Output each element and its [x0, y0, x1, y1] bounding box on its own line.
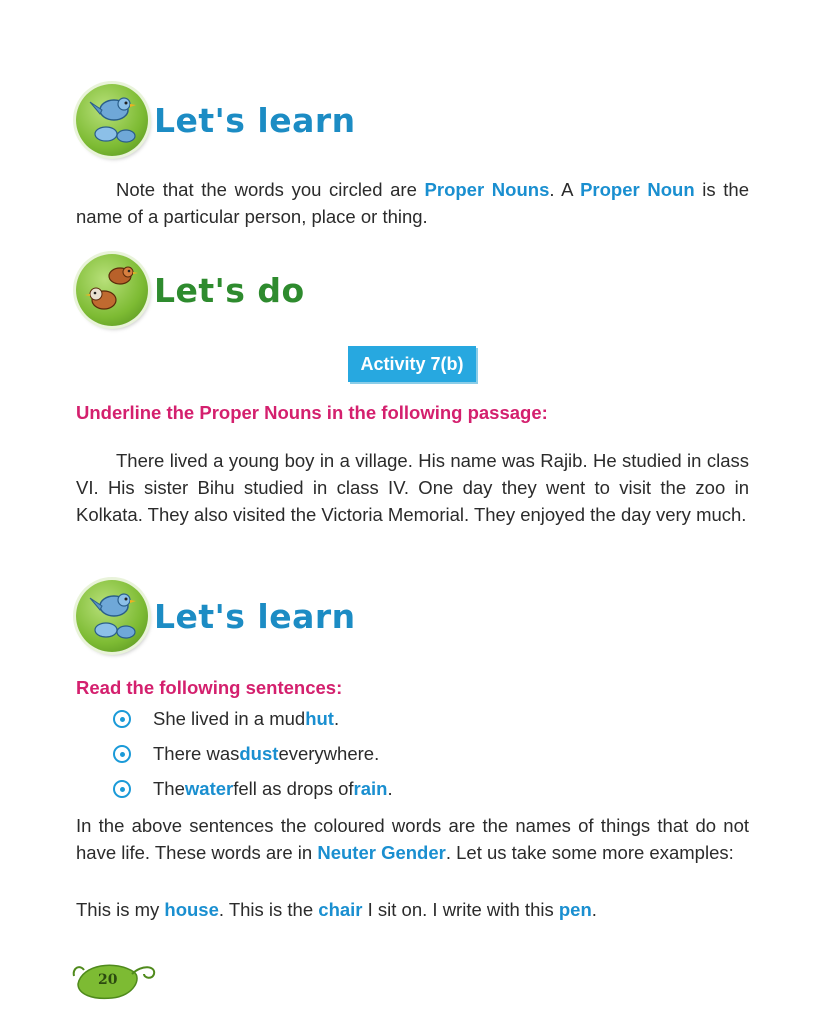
bullet-icon: [113, 745, 131, 763]
list-item: The water fell as drops of rain .: [113, 778, 393, 800]
section-heading: Let's learn: [154, 596, 356, 636]
highlight-term: dust: [239, 743, 279, 764]
page-number: 20: [98, 972, 118, 988]
bullet-icon: [113, 710, 131, 728]
activity-label: Activity 7(b): [348, 346, 476, 382]
passage-text: There lived a young boy in a village. His name was Rajib. He studied in class VI. His sister Bihu studied in class IV. One day they went to visit the zoo in Kolkata. They also visited the Victoria Memorial. They enjoyed the day very much.: [76, 450, 749, 525]
highlight-term: Neuter Gender: [317, 842, 446, 863]
highlight-term: Proper Noun: [580, 179, 695, 200]
lets-do-heading: [76, 254, 305, 326]
examples-text: This is my house. This is the chair I sit on. I write with this pen.: [76, 899, 597, 920]
highlight-term: Proper Nouns: [424, 179, 550, 200]
sparrows-icon: [76, 254, 148, 326]
highlight-term: pen: [558, 899, 592, 920]
list-item: There was dust everywhere.: [113, 743, 379, 765]
highlight-term: water: [184, 778, 234, 799]
section-heading: Let's learn: [154, 100, 356, 140]
lets-learn-heading-2: [76, 580, 356, 652]
bullet-icon: [113, 780, 131, 798]
section-heading: Let's do: [154, 270, 305, 310]
highlight-term: rain: [353, 778, 388, 799]
instruction-text: Read the following sentences:: [76, 677, 343, 698]
instruction-text: Underline the Proper Nouns in the following passage:: [76, 402, 548, 423]
bird-icon: [76, 580, 148, 652]
highlight-term: hut: [305, 708, 334, 729]
proper-noun-note: Note that the words you circled are Proper Nouns. A Proper Noun is the name of a particular person, place or thing.: [76, 179, 750, 227]
highlight-term: chair: [318, 899, 363, 920]
lets-learn-heading-1: [76, 84, 356, 156]
list-item: She lived in a mud hut .: [113, 708, 339, 730]
highlight-term: house: [164, 899, 219, 920]
explanation-text: In the above sentences the coloured words are the names of things that do not have life. These words are in Neuter Gender. Let us take some more examples:: [76, 815, 749, 863]
bird-icon: [76, 84, 148, 156]
